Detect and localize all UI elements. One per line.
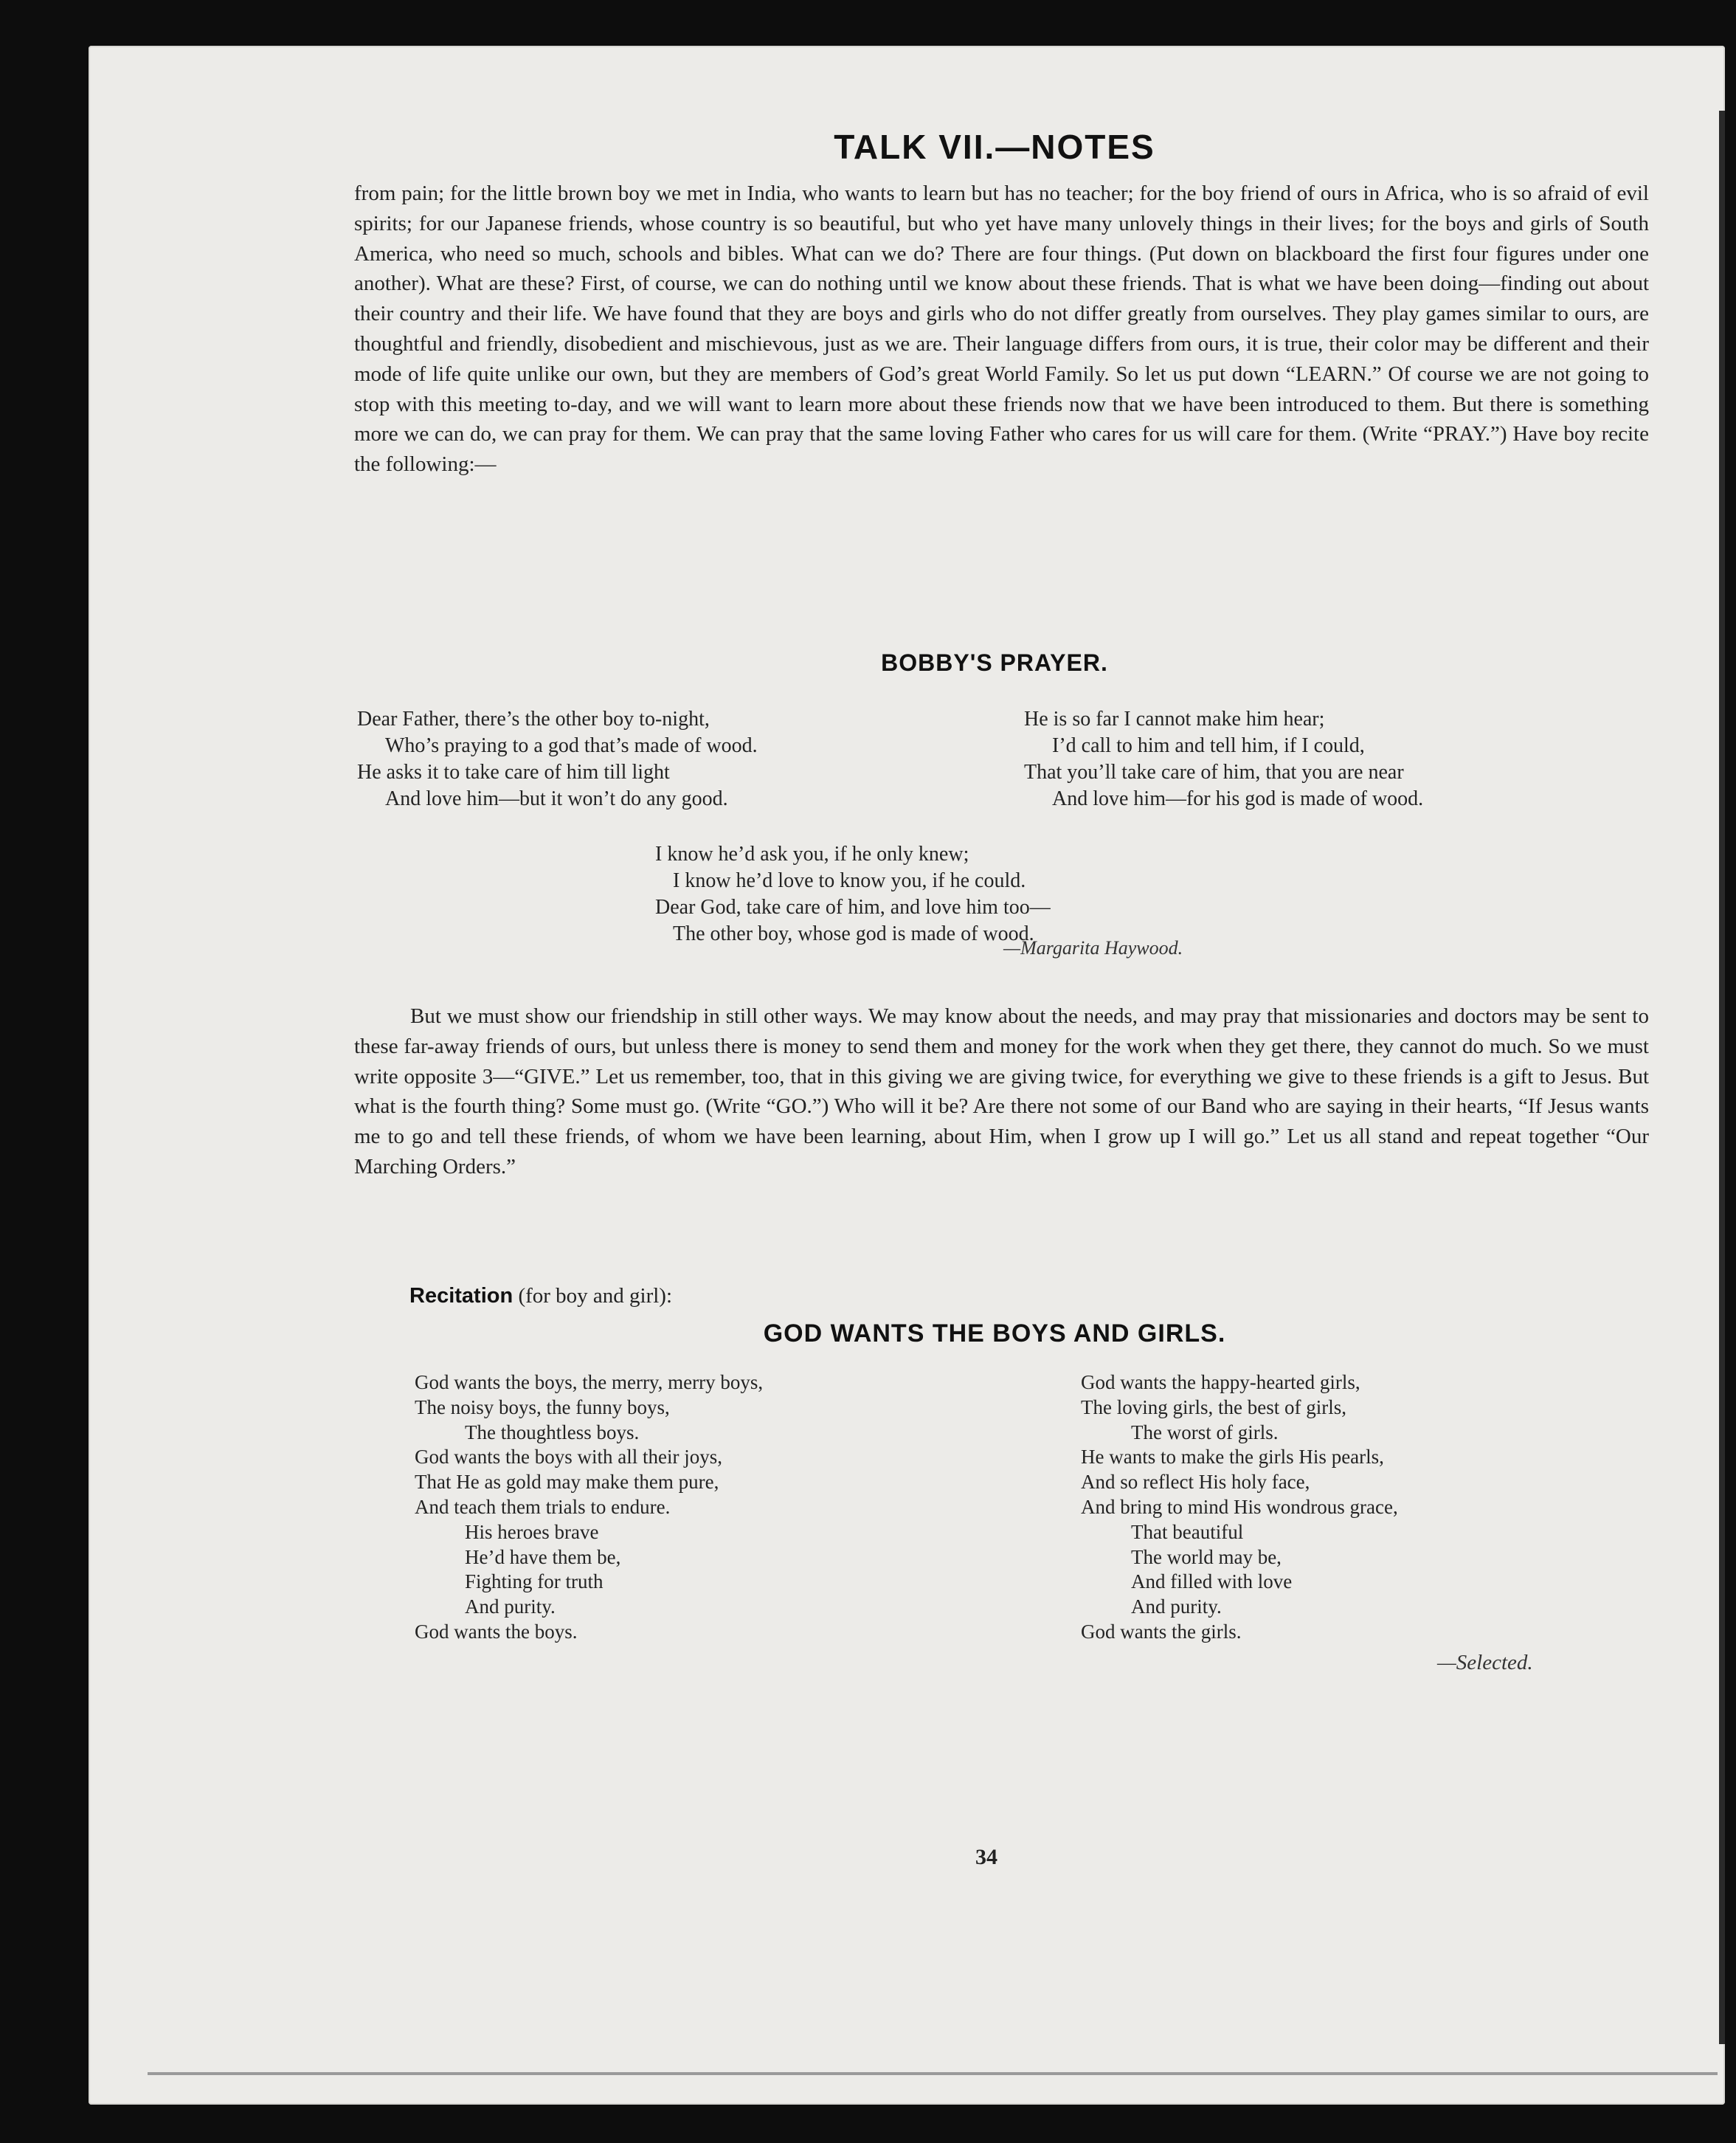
poem-attribution: —Selected. xyxy=(1437,1651,1533,1674)
poem-title-god-wants: GOD WANTS THE BOYS AND GIRLS. xyxy=(763,1319,1226,1347)
intro-paragraph: from pain; for the little brown boy we met in India, who wants to learn but has no teacher; for the boy friend of ours in Africa, who is so afraid of evil spirits; for our Japanese friends, whose country is so beautiful, but who yet have many unlovely things in their lives; for the boys and girls of South America, who need so much, schools and bibles. What can we do? There are four things. (Put down on blackboard the first four figures under one another). What are these? First, of course, we can do nothing until we know about these friends. That is what we have been doing—finding out about their country and their life. We have found that they are boys and girls who do not differ greatly from ourselves. They play games similar to ours, are thoughtful and friendly, disobedient and mischievous, just as we are. Their language differs from ours, it is true, their color may be different and their mode of life quite unlike our own, but they are members of God’s great World Family. So let us put down “LEARN.” Of course we are not going to stop with this meeting to-day, and we will want to learn more about these friends now that we have been introduced to them. But there is something more we can do, we can pray for them. We can pray that the same loving Father who cares for us will care for them. (Write “PRAY.”) Have boy recite the following:— xyxy=(354,182,1649,477)
poem-column-right xyxy=(1024,706,1423,812)
poem-line: That He as gold may make them pure, xyxy=(415,1471,719,1494)
poem-line: God wants the boys, the merry, merry boys, xyxy=(415,1371,764,1393)
right-edge-shadow xyxy=(1719,111,1725,2044)
poem-line: Dear Father, there’s the other boy to-night, xyxy=(357,708,710,731)
recitation-note: (for boy and girl): xyxy=(518,1284,673,1308)
poem-line: And filled with love xyxy=(1131,1570,1293,1593)
poem-line: God wants the happy-hearted girls, xyxy=(1081,1371,1360,1393)
poem-line: The worst of girls. xyxy=(1131,1421,1279,1443)
poem-line: God wants the boys. xyxy=(415,1620,578,1643)
poem-line: And bring to mind His wondrous grace, xyxy=(1081,1495,1398,1518)
poem-line: And teach them trials to endure. xyxy=(415,1495,671,1518)
poem-line: He wants to make the girls His pearls, xyxy=(1081,1446,1384,1469)
poem-column-left xyxy=(357,706,758,812)
poem-line: He’d have them be, xyxy=(465,1545,621,1568)
poem-line: I’d call to him and tell him, if I could, xyxy=(1052,734,1365,757)
poem-line: The noisy boys, the funny boys, xyxy=(415,1395,670,1418)
poem-line: And so reflect His holy face, xyxy=(1081,1471,1310,1494)
recitation-heading: Recitation xyxy=(409,1284,513,1308)
poem-column-boys xyxy=(415,1370,763,1645)
poem-line: Who’s praying to a god that’s made of wood. xyxy=(385,734,758,757)
page-number: 34 xyxy=(975,1845,997,1869)
poem-line: The other boy, whose god is made of wood. xyxy=(673,922,1034,945)
body-paragraph: But we must show our friendship in still other ways. We may know about the needs, and may pray that missionaries and doctors may be sent to these far-away friends of ours, but unless there is money to send them and money for the work when they get there, they cannot do much. So we must write opposite 3—“GIVE.” Let us remember, too, that in this giving we are giving twice, for everything we give to these friends is a gift to Jesus. But what is the fourth thing? Some must go. (Write “GO.”) Who will it be? Are there not some of our Band who are saying in their hearts, “If Jesus wants me to go and tell these friends, of whom we have been learning, about Him, when I grow up I will go.” Let us all stand and repeat together “Our Marching Orders.” xyxy=(354,1004,1649,1179)
poem-line: Dear God, take care of him, and love him too— xyxy=(655,896,1051,919)
poem-line: He asks it to take care of him till light xyxy=(357,761,670,784)
recitation-label xyxy=(409,1284,672,1308)
poem-line: I know he’d love to know you, if he could. xyxy=(673,869,1026,892)
poem-line: That you’ll take care of him, that you are near xyxy=(1024,761,1404,784)
poem-line: The world may be, xyxy=(1131,1545,1282,1568)
poem-line: And love him—but it won’t do any good. xyxy=(385,787,728,810)
poem-attribution: —Margarita Haywood. xyxy=(1003,937,1183,959)
poem-line: The thoughtless boys. xyxy=(465,1421,640,1443)
page-title: TALK VII.—NOTES xyxy=(834,128,1155,166)
poem-line: He is so far I cannot make him hear; xyxy=(1024,708,1325,731)
poem-line: That beautiful xyxy=(1131,1520,1244,1543)
poem-line: And purity. xyxy=(1131,1595,1222,1618)
poem-line: His heroes brave xyxy=(465,1520,599,1543)
poem-column-girls xyxy=(1081,1370,1398,1645)
poem-line: The loving girls, the best of girls, xyxy=(1081,1395,1346,1418)
poem-line: God wants the boys with all their joys, xyxy=(415,1446,722,1469)
poem-line: Fighting for truth xyxy=(465,1570,604,1593)
poem-line: God wants the girls. xyxy=(1081,1620,1242,1643)
poem-line: I know he’d ask you, if he only knew; xyxy=(655,843,969,866)
poem-line: And love him—for his god is made of wood. xyxy=(1052,787,1424,810)
poem-line: And purity. xyxy=(465,1595,556,1618)
poem-title-bobbys-prayer: BOBBY'S PRAYER. xyxy=(881,649,1108,676)
poem-closing-stanza xyxy=(655,841,1051,948)
